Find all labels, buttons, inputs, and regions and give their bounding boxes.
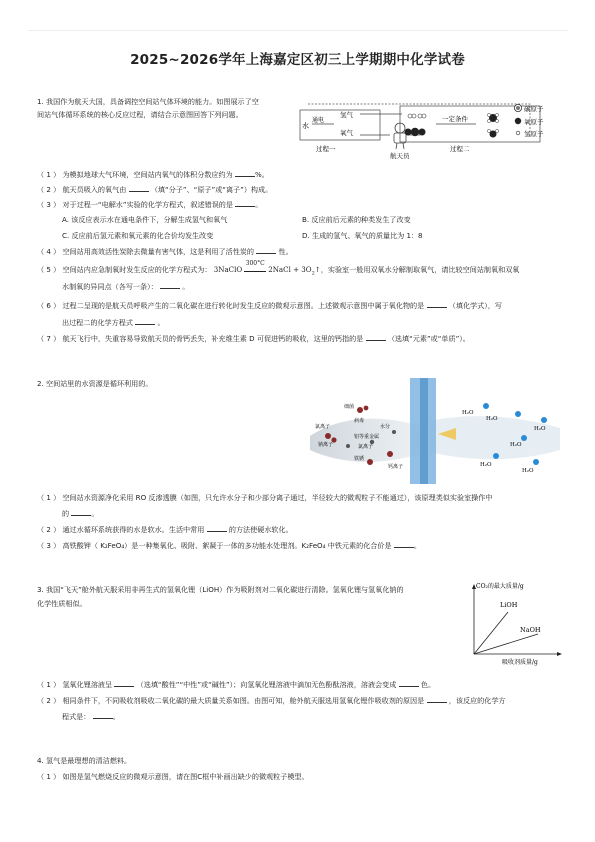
h2o-molecule-icon: [487, 129, 498, 137]
q1-sub7: （ 7 ） 航天飞行中，失重容易导致航天员的骨钙丢失，补充维生素 D 可促进钙的吸收，这里的钙指的是 （选填“元素”或“单质”）。: [37, 334, 470, 343]
svg-text:H₂O: H₂O: [534, 426, 546, 432]
q2-stem: 2. 空间站里的水资源是循环利用的。: [37, 379, 153, 388]
q3-sub2-line2: 程式是： 。: [62, 712, 120, 721]
h2-molecule-icon: [408, 114, 426, 118]
svg-text:氯离子: 氯离子: [315, 424, 331, 430]
svg-text:铁锈: 铁锈: [354, 456, 365, 462]
lioh-line: [474, 612, 508, 654]
svg-text:水分: 水分: [380, 424, 391, 430]
svg-text:H₂O: H₂O: [462, 410, 474, 416]
chart-ylabel: CO₂的最大质量/g: [476, 583, 524, 590]
legend-hydrogen-label: 氢原子: [524, 130, 544, 138]
lioh-label: LiOH: [500, 601, 518, 609]
q1-sub3: （ 3 ） 对于过程一“电解水”实验的化学方程式，叙述错误的是 。: [37, 200, 263, 209]
svg-text:H₂O: H₂O: [486, 416, 498, 422]
astronaut-label: 航天员: [390, 152, 410, 160]
q1-option-d: D. 生成的氢气、氧气的质量比为 1：8: [302, 231, 423, 240]
q4-sub1: （ 1 ） 如图是氢气燃烧反应的微观示意图，请在图C框中补画出缺少的微观粒子模型。: [37, 772, 309, 781]
svg-text:H₂O: H₂O: [510, 442, 522, 448]
q1-reaction-diagram: [290, 94, 575, 164]
svg-text:病毒: 病毒: [354, 418, 365, 424]
legend-oxygen-icon: [515, 118, 521, 124]
svg-text:钙离子: 钙离子: [388, 464, 404, 470]
q2-sub2: （ 2 ） 通过水循环系统获得的水是软水。生活中常用 的方法使硬水软化。: [37, 525, 293, 534]
svg-text:铝等重金属: 铝等重金属: [354, 434, 380, 440]
legend-carbon-icon: [514, 104, 521, 111]
naoh-label: NaOH: [520, 626, 541, 634]
q1-sub2: （ 2 ） 航天员吸入的氧气由 （填“分子”、“原子”或“离子”）构成。: [37, 185, 273, 194]
equation-right: 2NaCl + 3O: [268, 265, 312, 274]
q1-sub5: （ 5 ） 空间站内应急制氧时发生反应的化学方程式为： 3NaClO 300°C 2NaCl + $3O_2↑$，实验室一般用双氧水分解制取氧气，请比较空间站制氧和双氧: [37, 260, 520, 277]
oxygen-label: 氧气: [340, 129, 353, 137]
process1-label: 过程一: [316, 145, 336, 153]
electrolysis-label: 通电: [312, 117, 325, 124]
q3-stem-line1: 3. 我国“飞天”舱外航天服采用非再生式的氢氧化锂（LiOH）作为吸附剂对二氧化碳进行清除。氢氧化锂与氢氧化钠的: [37, 585, 404, 594]
q1-option-c: C. 反应前后氢元素和氧元素的化合价均发生改变: [62, 231, 214, 240]
q1-sub6-line2: 出过程二的化学方程式 。: [62, 318, 165, 327]
q2-sub3: （ 3 ） 高铁酸钾（ K₂FeO₄）是一种集氧化、吸附、絮凝于一体的多功能水处理剂。K₂FeO₄ 中铁元素的化合价是 。: [37, 541, 421, 550]
ch4-molecule-icon: [487, 113, 498, 122]
q3-sub1: （ 1 ） 氢氧化锂溶液呈 （选填“酸性”“中性”或“碱性”）；向氢氧化锂溶液中滴加无色酚酞溶液，溶液会变成 色。: [37, 680, 436, 689]
q1-sub4: （ 4 ） 空间站用高效活性炭除去微量有害气体，这是利用了活性炭的 性。: [37, 247, 293, 256]
q3-co2-absorption-chart: [464, 578, 564, 666]
svg-text:H₂O: H₂O: [522, 468, 534, 474]
legend-carbon-label: 碳原子: [524, 105, 544, 113]
condition-label: 一定条件: [442, 115, 468, 123]
equation-condition: 300°C: [245, 260, 265, 267]
page-title: 2025~2026学年上海嘉定区初三上学期期中化学试卷: [130, 52, 465, 68]
svg-text:氯离子: 氯离子: [358, 444, 374, 450]
q1-sub5-line2: 水制氧的异同点（各写一条）： 。: [62, 282, 190, 291]
chart-xlabel: 吸收剂质量/g: [502, 659, 538, 666]
legend-oxygen-label: 氧原子: [524, 118, 544, 126]
q3-sub2: （ 2 ） 相同条件下，不同吸收剂吸收二氧化碳的最大质量关系如图。由图可知，舱外航天服选用氢氧化锂作吸收剂的原因是 ，该反应的化学方: [37, 696, 506, 705]
process2-label: 过程二: [450, 145, 470, 153]
q1-sub6: （ 6 ） 过程二呈现的是航天员呼吸产生的二氧化碳在进行转化时发生反应的微观示意图。上述微观示意图中属于氧化物的是 （填化学式），写: [37, 301, 502, 310]
q2-ro-membrane-diagram: [310, 376, 560, 486]
svg-text:细菌: 细菌: [344, 404, 355, 410]
hydrogen-label: 氢气: [340, 111, 353, 119]
top-divider: [28, 30, 568, 31]
q2-sub1-line2: 的 。: [62, 509, 99, 518]
svg-text:钠离子: 钠离子: [318, 442, 334, 448]
q1-option-b: B. 反应前后元素的种类发生了改变: [302, 215, 411, 224]
equation-left: 3NaClO: [213, 265, 243, 274]
water-label: 水: [302, 122, 309, 130]
legend-hydrogen-icon: [516, 131, 520, 135]
q1-stem-line2: 间站气体循环系统的核心反应过程，请结合示意图回答下列问题。: [37, 110, 243, 119]
svg-text:H₂O: H₂O: [480, 462, 492, 468]
naoh-line: [474, 634, 538, 654]
q3-stem-line2: 化学性质相似。: [37, 599, 87, 608]
q4-stem: 4. 氢气是最理想的清洁燃料。: [37, 756, 132, 765]
co2-molecule-icon: [405, 128, 426, 136]
q2-sub1: （ 1 ） 空间站水资源净化采用 RO 反渗透膜（如图，只允许水分子和少部分离子通过，半径较大的微观粒子不能通过），该原理类似实验室操作中: [37, 493, 493, 502]
q1-sub1: （ 1 ） 为模拟地球大气环境，空间站内氧气的体积分数应约为 %。: [37, 170, 269, 179]
q1-stem-line1: 1. 我国作为航天大国，具备调控空间站气体环境的能力。如图展示了空: [37, 97, 259, 106]
q1-option-a: A. 该反应表示水在通电条件下，分解生成氢气和氧气: [62, 215, 228, 224]
